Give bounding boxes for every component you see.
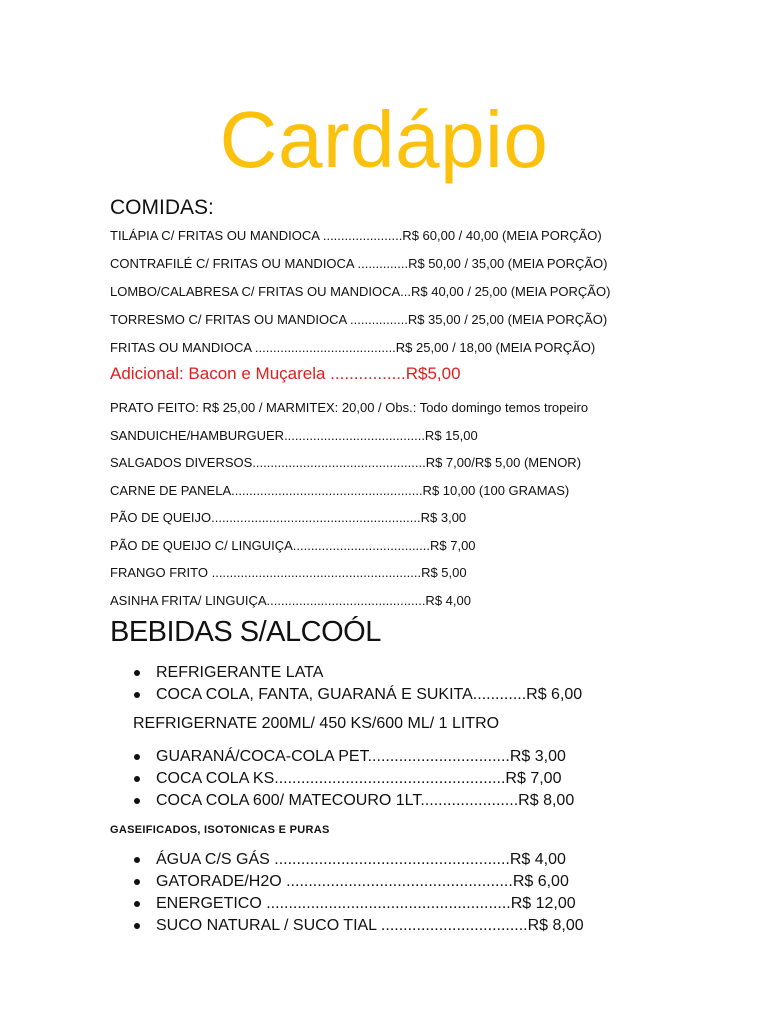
list-item: COCA COLA, FANTA, GUARANÁ E SUKITA............R$ 6,00 (134, 684, 582, 706)
list-item: LOMBO/CALABRESA C/ FRITAS OU MANDIOCA...R$ 40,00 / 25,00 (MEIA PORÇÃO) (110, 284, 611, 299)
page-title: Cardápio (219, 95, 549, 184)
list-item: PÃO DE QUEIJO..........................................................R$ 3,00 (110, 510, 467, 525)
gaseificados-heading: GASEIFICADOS, ISOTONICAS E PURAS (110, 824, 330, 836)
comidas-heading: COMIDAS: (110, 196, 214, 219)
list-item: PÃO DE QUEIJO C/ LINGUIÇA......................................R$ 7,00 (110, 537, 476, 553)
comidas-list (110, 222, 730, 362)
list-item: CONTRAFILÉ C/ FRITAS OU MANDIOCA ..............R$ 50,00 / 35,00 (MEIA PORÇÃO) (110, 256, 608, 271)
list-item: COCA COLA 600/ MATECOURO 1LT......................R$ 8,00 (134, 790, 574, 812)
list-item: SANDUICHE/HAMBURGUER.......................................R$ 15,00 (110, 427, 478, 443)
bebidas-list-3 (134, 849, 584, 937)
list-item: SUCO NATURAL / SUCO TIAL .................................R$ 8,00 (134, 915, 584, 937)
list-item: TILÁPIA C/ FRITAS OU MANDIOCA ......................R$ 60,00 / 40,00 (MEIA PORÇÃO) (110, 228, 602, 243)
bebidas-heading: BEBIDAS S/ALCOÓL (110, 616, 381, 648)
bebidas-list-1 (134, 662, 582, 706)
list-item: TORRESMO C/ FRITAS OU MANDIOCA ................R$ 35,00 / 25,00 (MEIA PORÇÃO) (110, 312, 608, 327)
list-item: FRITAS OU MANDIOCA .......................................R$ 25,00 / 18,00 (MEIA PORÇÃO) (110, 340, 596, 355)
size-note: REFRIGERNATE 200ML/ 450 KS/600 ML/ 1 LITRO (133, 715, 500, 732)
list-item: GUARANÁ/COCA-COLA PET................................R$ 3,00 (134, 746, 574, 768)
bebidas-list-2 (134, 746, 574, 812)
list-item: ÁGUA C/S GÁS .....................................................R$ 4,00 (134, 849, 584, 871)
comidas-list-2 (110, 394, 730, 614)
list-item: COCA COLA KS....................................................R$ 7,00 (134, 768, 574, 790)
list-item: SALGADOS DIVERSOS................................................R$ 7,00/R$ 5,00 (MENOR) (110, 455, 582, 470)
addon-line: Adicional: Bacon e Muçarela ................R$5,00 (110, 364, 461, 383)
list-item: ENERGETICO .......................................................R$ 12,00 (134, 893, 584, 915)
list-item: GATORADE/H2O ...................................................R$ 6,00 (134, 871, 584, 893)
list-item: REFRIGERANTE LATA (134, 662, 582, 684)
list-item: ASINHA FRITA/ LINGUIÇA............................................R$ 4,00 (110, 592, 471, 608)
list-item: PRATO FEITO: R$ 25,00 / MARMITEX: 20,00 / Obs.: Todo domingo temos tropeiro (110, 400, 589, 415)
list-item: FRANGO FRITO ..........................................................R$ 5,00 (110, 565, 467, 580)
list-item: CARNE DE PANELA.....................................................R$ 10,00 (100 GRAMAS) (110, 482, 570, 498)
